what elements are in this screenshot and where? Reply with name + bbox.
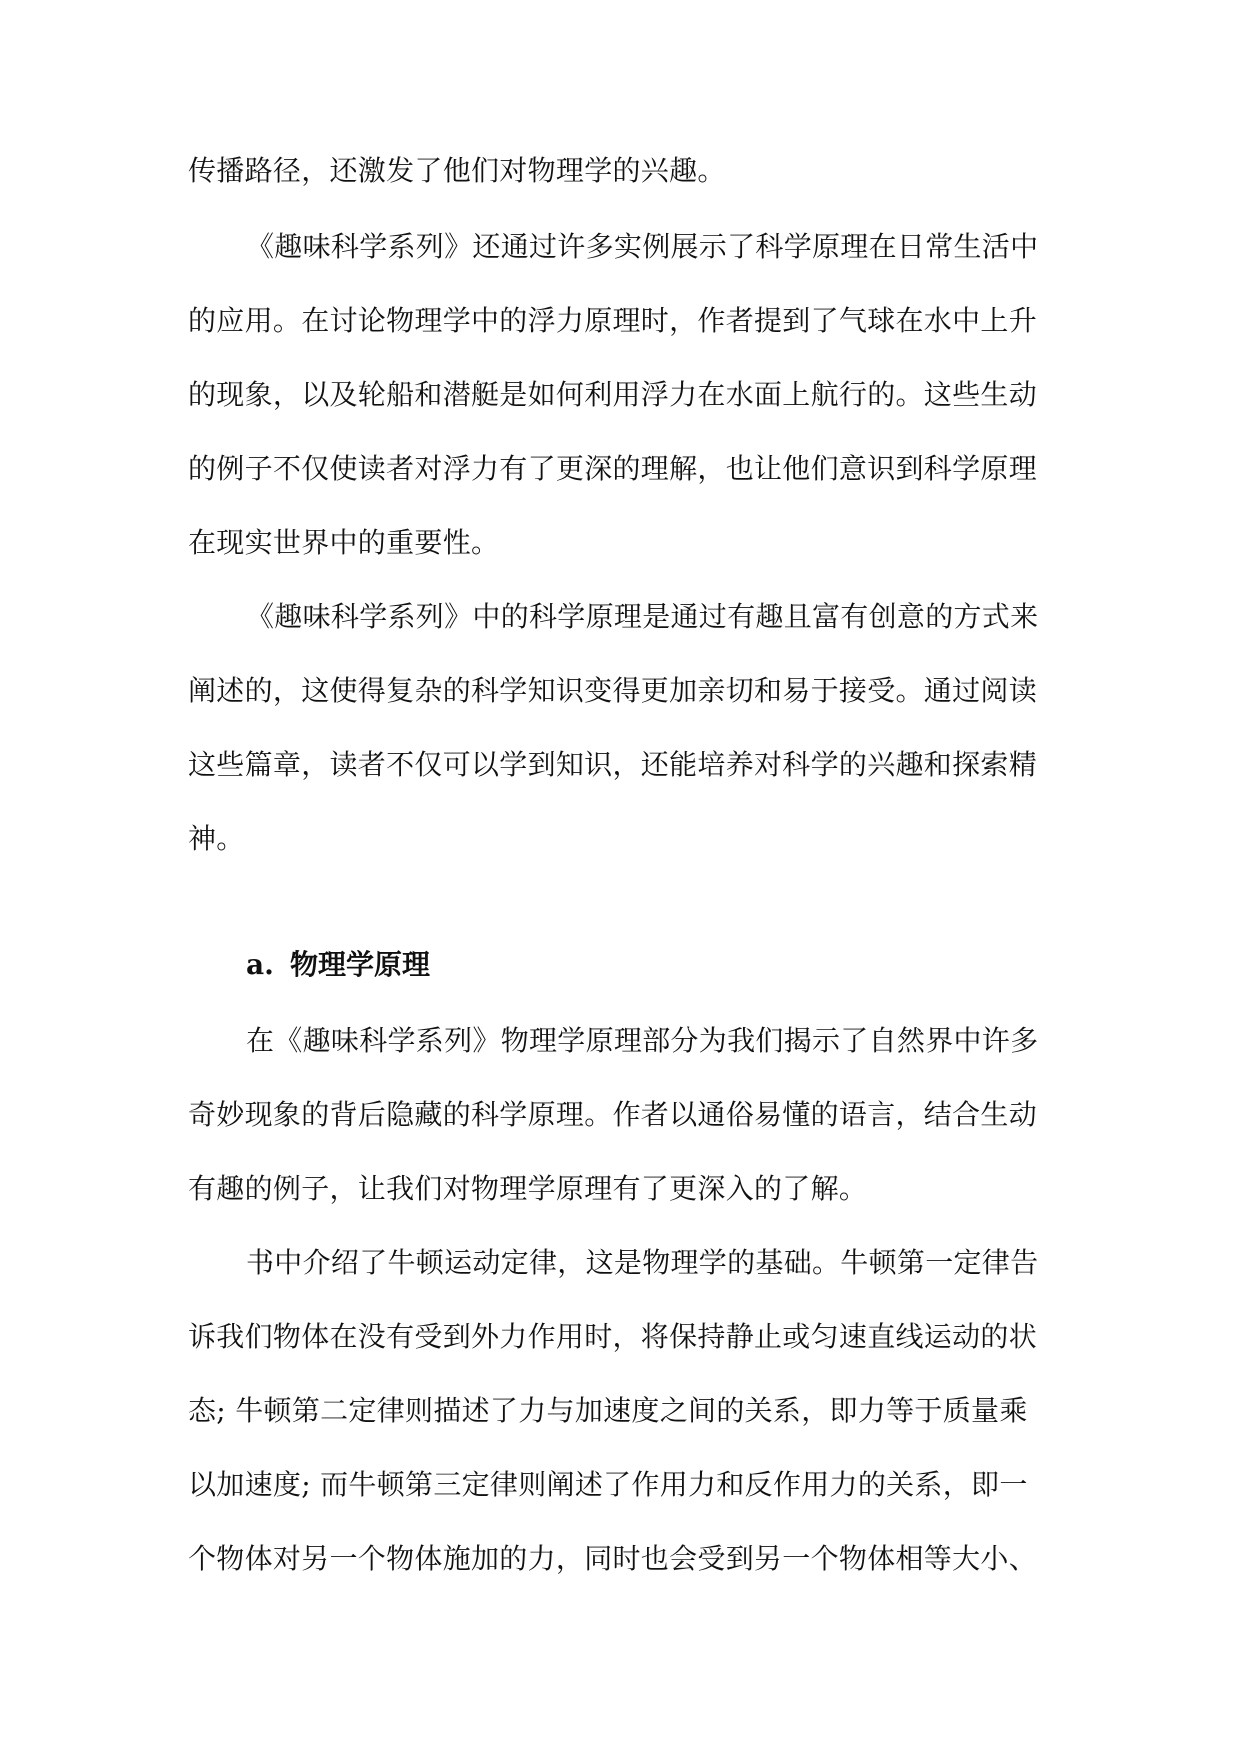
section-paragraph-2-line-5: 个物体对另一个物体施加的力，同时也会受到另一个物体相等大小、 [188,1542,1038,1575]
section-paragraph-1-line-3: 有趣的例子，让我们对物理学原理有了更深入的了解。 [188,1172,868,1205]
section-paragraph-2-line-4: 以加速度; 而牛顿第三定律则阐述了作用力和反作用力的关系，即一 [188,1468,1028,1501]
section-paragraph-2-line-3: 态; 牛顿第二定律则描述了力与加速度之间的关系，即力等于质量乘 [188,1394,1028,1427]
paragraph-1-line-1: 传播路径，还激发了他们对物理学的兴趣。 [188,154,726,187]
section-paragraph-2-line-2: 诉我们物体在没有受到外力作用时，将保持静止或匀速直线运动的状 [188,1320,1038,1353]
paragraph-2-line-1: 《趣味科学系列》还通过许多实例展示了科学原理在日常生活中 [246,230,1039,263]
paragraph-3-line-2: 阐述的，这使得复杂的科学知识变得更加亲切和易于接受。通过阅读 [188,674,1038,707]
paragraph-2-line-3: 的现象，以及轮船和潜艇是如何利用浮力在水面上航行的。这些生动 [188,378,1038,411]
section-marker: a. [246,948,274,981]
paragraph-2-line-2: 的应用。在讨论物理学中的浮力原理时，作者提到了气球在水中上升 [188,304,1038,337]
paragraph-2-line-4: 的例子不仅使读者对浮力有了更深的理解，也让他们意识到科学原理 [188,452,1038,485]
section-heading [246,945,430,985]
paragraph-3-line-4: 神。 [188,822,245,855]
paragraph-2-line-5: 在现实世界中的重要性。 [188,526,500,559]
section-title: 物理学原理 [290,948,431,981]
section-paragraph-2-line-1: 书中介绍了牛顿运动定律，这是物理学的基础。牛顿第一定律告 [246,1246,1039,1279]
paragraph-3-line-3: 这些篇章，读者不仅可以学到知识，还能培养对科学的兴趣和探索精 [188,748,1038,781]
paragraph-3-line-1: 《趣味科学系列》中的科学原理是通过有趣且富有创意的方式来 [246,600,1039,633]
section-paragraph-1-line-2: 奇妙现象的背后隐藏的科学原理。作者以通俗易懂的语言，结合生动 [188,1098,1038,1131]
section-paragraph-1-line-1: 在《趣味科学系列》物理学原理部分为我们揭示了自然界中许多 [246,1024,1039,1057]
